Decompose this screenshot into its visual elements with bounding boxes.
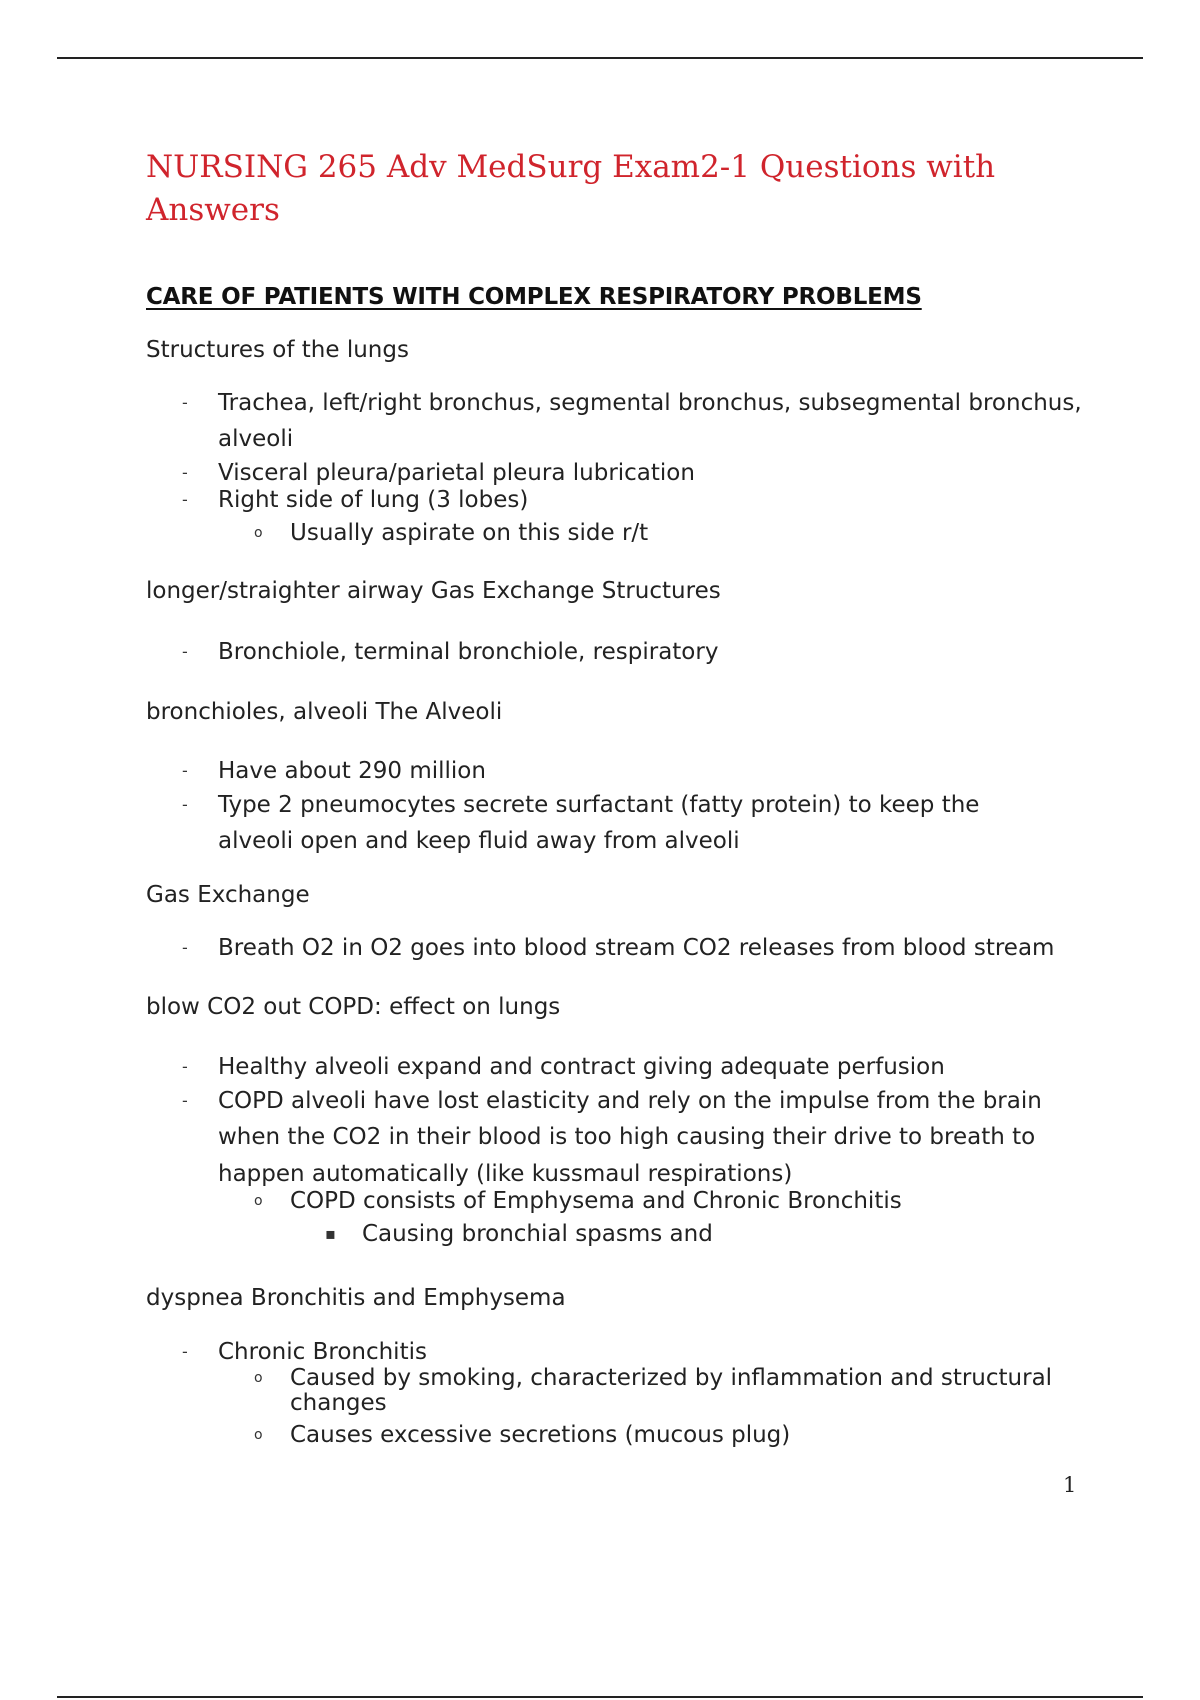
document-title: NURSING 265 Adv MedSurg Exam2-1 Questions with Answers: [146, 149, 996, 228]
dash-bullet-marker: -: [182, 490, 188, 509]
bottom-rule: [57, 1696, 1143, 1698]
paragraph-line: Structures of the lungs: [146, 337, 409, 363]
list-item: COPD alveoli have lost elasticity and rely on the impulse from the brain: [218, 1088, 1042, 1114]
dash-bullet-marker: -: [182, 761, 188, 780]
page-number: 1: [1063, 1473, 1077, 1497]
list-item: Visceral pleura/parietal pleura lubrication: [218, 460, 695, 486]
list-item: Breath O2 in O2 goes into blood stream CO2 releases from blood stream: [218, 935, 1055, 961]
list-item-continuation: alveoli: [218, 426, 294, 452]
circle-bullet-marker: o: [254, 1370, 263, 1386]
dash-bullet-marker: -: [182, 1091, 188, 1110]
paragraph-line: Gas Exchange: [146, 882, 310, 908]
dash-bullet-marker: -: [182, 1342, 188, 1361]
sub-list-item: COPD consists of Emphysema and Chronic Bronchitis: [290, 1188, 902, 1214]
sub-list-item: Caused by smoking, characterized by inflammation and structural: [290, 1365, 1053, 1391]
list-item: Bronchiole, terminal bronchiole, respiratory: [218, 639, 719, 665]
paragraph-line: blow CO2 out COPD: effect on lungs: [146, 994, 561, 1020]
list-item: Type 2 pneumocytes secrete surfactant (fatty protein) to keep the: [218, 792, 980, 818]
dash-bullet-marker: -: [182, 795, 188, 814]
paragraph-line: dyspnea Bronchitis and Emphysema: [146, 1285, 566, 1311]
sub-list-item-continuation: changes: [290, 1390, 387, 1416]
list-item: Trachea, left/right bronchus, segmental bronchus, subsegmental bronchus,: [218, 390, 1082, 416]
dash-bullet-marker: -: [182, 463, 188, 482]
list-item-continuation: alveoli open and keep fluid away from alveoli: [218, 828, 740, 854]
list-item: Healthy alveoli expand and contract giving adequate perfusion: [218, 1054, 945, 1080]
square-bullet-marker: ▪: [325, 1224, 336, 1243]
sub-list-item: Causes excessive secretions (mucous plug): [290, 1422, 791, 1448]
circle-bullet-marker: o: [254, 525, 263, 541]
dash-bullet-marker: -: [182, 938, 188, 957]
list-item: Chronic Bronchitis: [218, 1339, 427, 1365]
list-item: Right side of lung (3 lobes): [218, 487, 529, 513]
list-item: Have about 290 million: [218, 758, 486, 784]
top-rule: [57, 57, 1143, 59]
dash-bullet-marker: -: [182, 393, 188, 412]
sub-sub-list-item: Causing bronchial spasms and: [362, 1221, 713, 1247]
list-item-continuation: happen automatically (like kussmaul respirations): [218, 1161, 793, 1187]
list-item-continuation: when the CO2 in their blood is too high causing their drive to breath to: [218, 1124, 1036, 1150]
circle-bullet-marker: o: [254, 1193, 263, 1209]
paragraph-line: longer/straighter airway Gas Exchange Structures: [146, 578, 721, 604]
circle-bullet-marker: o: [254, 1427, 263, 1443]
sub-list-item: Usually aspirate on this side r/t: [290, 520, 649, 546]
section-heading: CARE OF PATIENTS WITH COMPLEX RESPIRATORY PROBLEMS: [146, 284, 922, 310]
dash-bullet-marker: -: [182, 1057, 188, 1076]
dash-bullet-marker: -: [182, 642, 188, 661]
paragraph-line: bronchioles, alveoli The Alveoli: [146, 699, 503, 725]
